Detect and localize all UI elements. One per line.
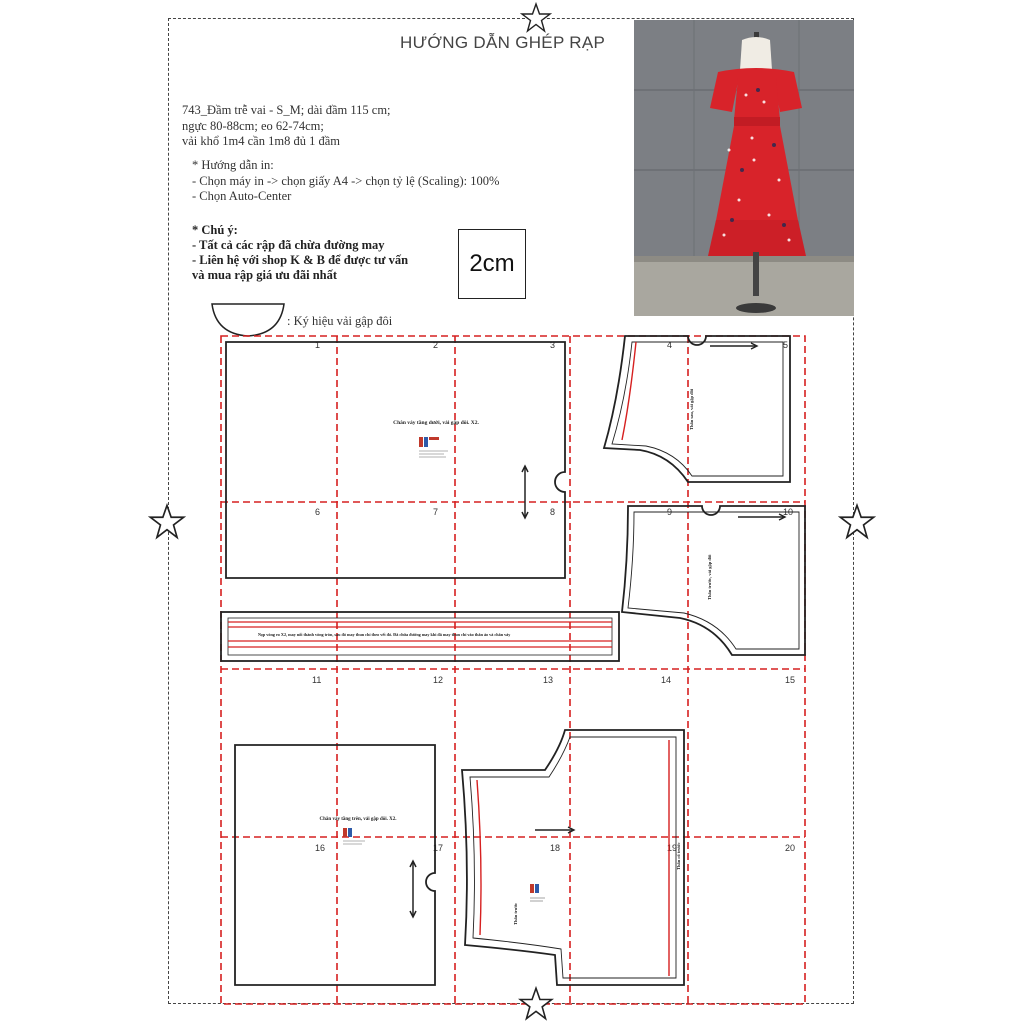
piece-label: Thân trước (513, 902, 518, 925)
tile-number: 13 (543, 675, 554, 685)
piece-label: Chân váy tầng trên, vải gập đôi. X2. (319, 817, 397, 822)
tile-number: 5 (783, 340, 789, 350)
registration-star-icon (520, 2, 552, 34)
tile-number: 2 (433, 340, 439, 350)
waistband-piece (221, 612, 619, 661)
page-title: HƯỚNG DẪN GHÉP RẠP (400, 33, 606, 52)
tile-number: 9 (667, 507, 673, 517)
grainline-icon (522, 466, 528, 518)
notes-heading: * Chú ý: (192, 223, 238, 237)
piece-label: Thân trước, vải gập đôi (707, 554, 712, 600)
product-info-line: ngực 80-88cm; eo 62-74cm; (182, 118, 324, 133)
registration-star-icon (518, 986, 554, 1022)
tile-number: 18 (550, 843, 561, 853)
grainline-icon (535, 827, 574, 833)
brand-logo-icon (530, 884, 545, 901)
product-info-line: 743_Đầm trễ vai - S_M; dài đầm 115 cm; (182, 103, 391, 117)
piece-label: Thân sau, vải gập đôi (689, 388, 694, 430)
registration-star-icon (148, 503, 186, 541)
tile-number: 1 (315, 340, 321, 350)
tile-number: 20 (785, 843, 796, 853)
upper-skirt-piece (235, 745, 435, 985)
registration-star-icon (838, 503, 876, 541)
print-guide-step: - Chọn máy in -> chọn giấy A4 -> chọn tỷ lệ (Scaling): 100% (192, 173, 500, 188)
brand-logo-icon (343, 828, 365, 844)
scale-reference-box: 2cm (458, 229, 526, 299)
note-line: và mua rập giá ưu đãi nhất (192, 268, 338, 282)
piece-label: Nẹp vòng eo X2, may nối thành vòng tròn, sau đó may thun chỉ theo vết đó. Đã chừa đường may khi đã may thun chỉ vào thân áo và chân váy (258, 632, 511, 637)
note-line: - Tất cả các rập đã chừa đường may (192, 238, 385, 252)
tile-number: 8 (550, 507, 556, 517)
tile-number: 11 (312, 675, 322, 685)
fold-legend: : Ký hiệu vải gập đôi (287, 314, 393, 328)
front-bodice-piece (622, 506, 805, 655)
tile-number: 16 (315, 843, 326, 853)
tile-number: 10 (783, 507, 794, 517)
print-guide-step: - Chọn Auto-Center (192, 189, 292, 203)
grainline-icon (410, 861, 416, 917)
piece-label: Thân cổ trước (676, 842, 681, 870)
product-info-line: vải khổ 1m4 cần 1m8 đủ 1 đầm (182, 134, 340, 148)
tile-number: 7 (433, 507, 439, 517)
bodice-piece (462, 730, 684, 985)
tile-number: 3 (550, 340, 556, 350)
brand-logo-icon (419, 437, 448, 457)
print-guide-heading: * Hướng dẫn in: (192, 158, 274, 172)
grainline-icon (738, 514, 785, 520)
tile-number: 4 (667, 340, 673, 350)
tile-number: 19 (667, 843, 678, 853)
note-line: - Liên hệ với shop K & B để được tư vấn (192, 253, 409, 267)
tile-number: 15 (785, 675, 796, 685)
sleeve-piece (604, 336, 790, 482)
tile-number: 12 (433, 675, 444, 685)
lower-skirt-piece (226, 342, 565, 578)
tile-number: 6 (315, 507, 321, 517)
tile-numbers (312, 340, 795, 853)
tile-number: 17 (433, 843, 444, 853)
piece-label: Chân váy tầng dưới, vải gập đôi. X2. (393, 420, 479, 426)
grainline-icon (710, 343, 757, 349)
tile-number: 14 (661, 675, 672, 685)
